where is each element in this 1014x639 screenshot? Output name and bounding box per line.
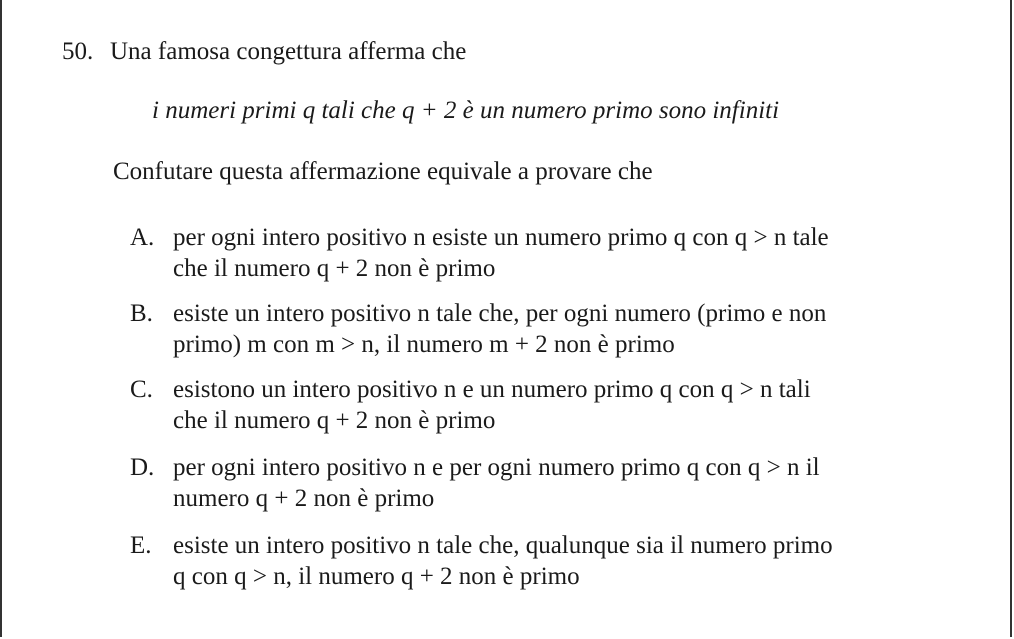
conjecture-statement: i numeri primi q tali che q + 2 è un numero primo sono infiniti (152, 97, 780, 124)
option-line: che il numero q + 2 non è primo (173, 255, 496, 282)
option-letter: C. (130, 376, 153, 403)
question-number: 50. (62, 38, 94, 65)
option-letter: D. (130, 454, 155, 481)
question-intro: Una famosa congettura afferma che (110, 38, 467, 65)
option-line: primo) m con m > n, il numero m + 2 non è primo (173, 331, 675, 358)
option-line: esiste un intero positivo n tale che, per ogni numero (primo e non (173, 300, 827, 327)
option-text (173, 222, 953, 284)
option-line: per ogni intero positivo n e per ogni numero primo q con q > n il (173, 454, 820, 481)
option-line: esiste un intero positivo n tale che, qualunque sia il numero primo (173, 532, 833, 559)
option-letter: B. (130, 300, 153, 327)
option-line: per ogni intero positivo n esiste un numero primo q con q > n tale (173, 224, 829, 251)
option-text (173, 374, 953, 436)
option-letter: A. (130, 224, 155, 251)
question-header (62, 36, 466, 67)
question-lead: Confutare questa affermazione equivale a provare che (113, 158, 653, 185)
option-letter: E. (130, 532, 152, 559)
option-text (173, 452, 953, 514)
option-line: numero q + 2 non è primo (173, 485, 435, 512)
option-line: q con q > n, il numero q + 2 non è primo (173, 563, 580, 590)
option-text (173, 530, 953, 592)
option-line: esistono un intero positivo n e un numero primo q con q > n tali (173, 376, 811, 403)
option-text (173, 298, 953, 360)
option-line: che il numero q + 2 non è primo (173, 407, 496, 434)
